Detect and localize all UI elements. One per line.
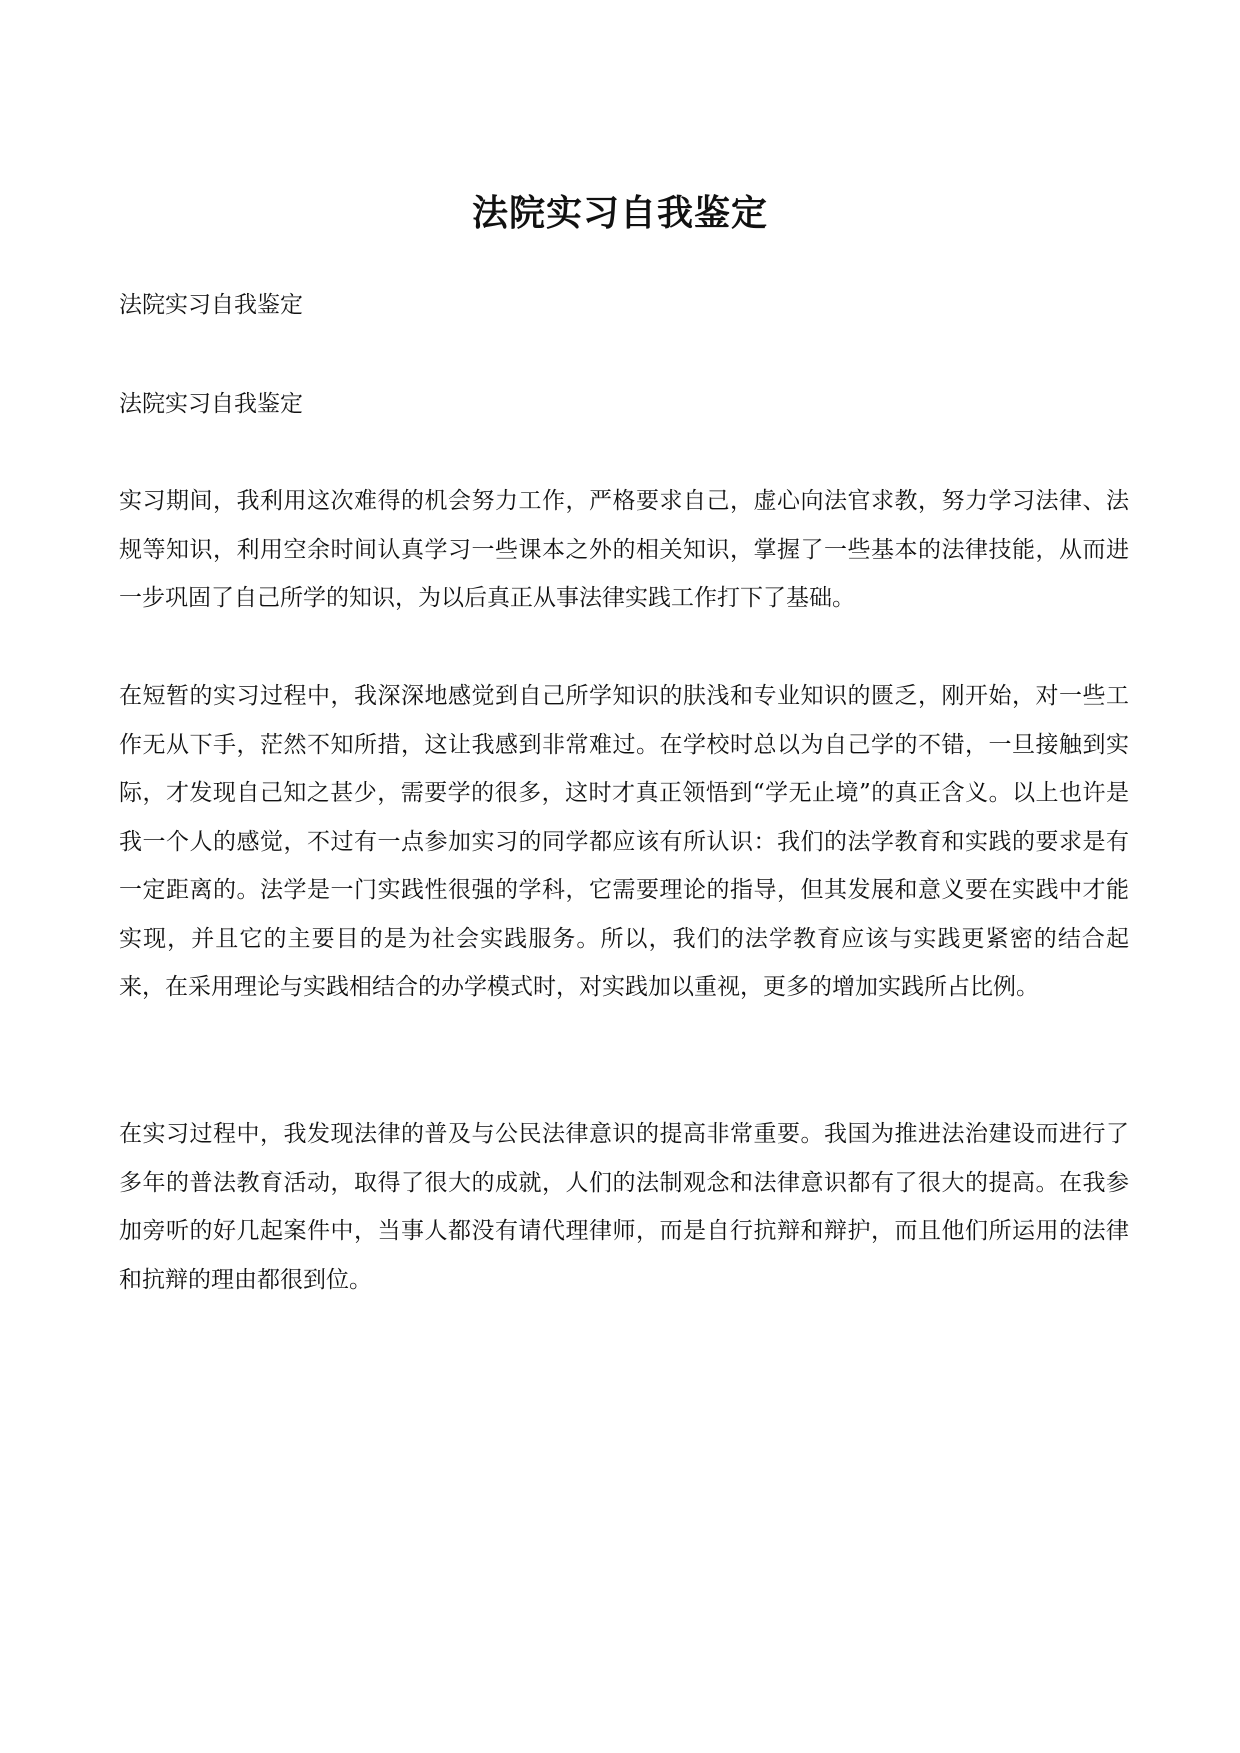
document-subtitle-2: 法院实习自我鉴定 — [119, 391, 303, 417]
document-title: 法院实习自我鉴定 — [471, 192, 768, 234]
paragraph-1: 实习期间，我利用这次难得的机会努力工作，严格要求自己，虚心向法官求教，努力学习法律、法规等知识，利用空余时间认真学习一些课本之外的相关知识，掌握了一些基本的法律技能，从而进一步巩固了自己所学的知识，为以后真正从事法律实践工作打下了基础。 — [119, 488, 1129, 611]
paragraph-3: 在实习过程中，我发现法律的普及与公民法律意识的提高非常重要。我国为推进法治建设而进行了多年的普法教育活动，取得了很大的成就，人们的法制观念和法律意识都有了很大的提高。在我参加旁听的好几起案件中，当事人都没有请代理律师，而是自行抗辩和辩护，而且他们所运用的法律和抗辩的理由都很到位。 — [119, 1121, 1129, 1293]
paragraph-2: 在短暂的实习过程中，我深深地感觉到自己所学知识的肤浅和专业知识的匮乏，刚开始，对一些工作无从下手，茫然不知所措，这让我感到非常难过。在学校时总以为自己学的不错，一旦接触到实际，才发现自己知之甚少，需要学的很多，这时才真正领悟到“学无止境”的真正含义。以上也许是我一个人的感觉，不过有一点参加实习的同学都应该有所认识：我们的法学教育和实践的要求是有一定距离的。法学是一门实践性很强的学科，它需要理论的指导，但其发展和意义要在实践中才能实现，并且它的主要目的是为社会实践服务。所以，我们的法学教育应该与实践更紧密的结合起来，在采用理论与实践相结合的办学模式时，对实践加以重视，更多的增加实践所占比例。 — [119, 683, 1129, 1000]
document-subtitle-1: 法院实习自我鉴定 — [119, 292, 303, 318]
